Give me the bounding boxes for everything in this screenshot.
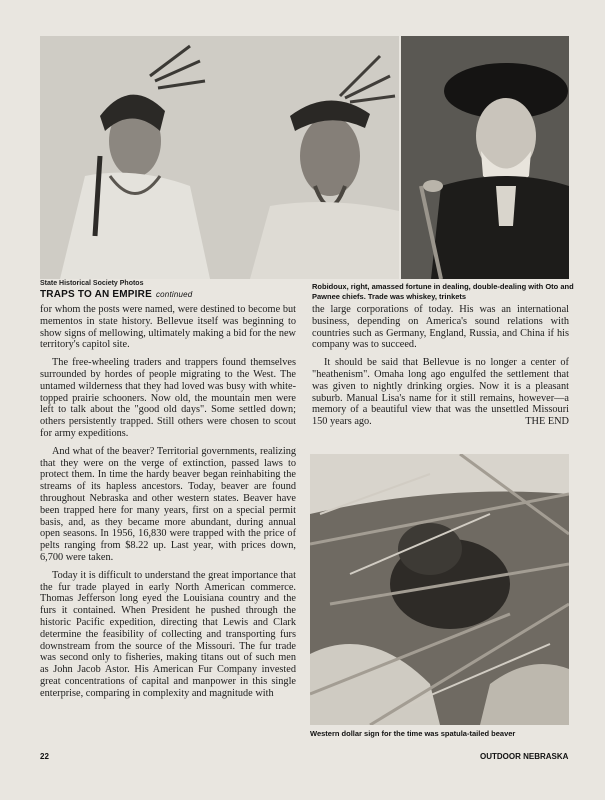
paragraph: for whom the posts were named, were destined to become but mementos in state history. Bellevue itself was beginning to show signs of mellowing, ultimately making a bid for the new territory's capitol site.	[40, 304, 296, 351]
robidoux-photo	[401, 36, 569, 279]
left-column	[40, 304, 296, 700]
right-column	[312, 304, 569, 428]
paragraph: the large corporations of today. His was an international business, depending on America's sound relations with countries such as Germany, England, Russia, and China if his company was to succeed.	[312, 304, 569, 351]
robidoux-portrait-illustration	[401, 36, 569, 279]
paragraph: Today it is difficult to understand the great importance that the fur trade played in early North American commerce. Thomas Jefferson long eyed the Louisiana country and the furs it contained. When President he pushed through the historic Pacific expedition, directing that Lewis and Clark determine the feasibility of collecting and transporting furs downstream from the source of the Missouri. The fur trade was second only to fisheries, making titans out of such men as John Jacob Astor. His American Fur Company invested great concentrations of capital and manpower in this single enterprise, comparing in complexity and magnitude with	[40, 569, 296, 699]
continued-label: continued	[155, 290, 193, 299]
article-title: TRAPS TO AN EMPIRE	[40, 289, 152, 300]
magazine-name: OUTDOOR NEBRASKA	[480, 752, 569, 761]
paragraph: It should be said that Bellevue is no longer a center of "heathenism". Omaha long ago engulfed the settlement that was given to nightly drinking orgies. Now it is a pleasant suburb. Manual Lisa's name for it still remains, however—a memory of a beautiful view that was the unsettled Missouri 150 years ago.	[312, 357, 569, 428]
paragraph: The free-wheeling traders and trappers found themselves surrounded by hordes of people migrating to the West. The untamed wilderness that they had loved was busy with white-topped prairie schooners. Now old, the mountain men were left to talk about the "good old days". Some settled down; others persistently trapped. Still others were chosen to scout for army expeditions.	[40, 357, 296, 439]
beaver-caption: Western dollar sign for the time was spatula-tailed beaver	[310, 729, 516, 738]
photo-credit: State Historical Society Photos	[40, 280, 144, 287]
beaver-lodge-illustration	[310, 454, 569, 725]
beaver-photo	[310, 454, 569, 725]
robidoux-caption: Robidoux, right, amassed fortune in dealing, double-dealing with Oto and Pawnee chiefs. Trade was whiskey, trinkets	[312, 282, 574, 301]
article-heading	[40, 289, 192, 300]
chiefs-painting-photo	[40, 36, 399, 279]
paragraph: And what of the beaver? Territorial governments, realizing that they were on the verge of extinction, passed laws to protect them. In time the hardy beaver began reinhabiting the streams of its hapless ancestors. Today, beaver are found throughout Nebraska and other western states. Beaver have been trapped here for many years, first on a special permit basis, and, as they became more abundant, during annual open seasons. In 1956, 16,830 were trapped with the price of pelts ranging from $8.22 up. Last year, with prices down, 6,700 were taken.	[40, 445, 296, 563]
page-number: 22	[40, 752, 49, 761]
the-end-label: THE END	[525, 416, 569, 428]
chiefs-painting-illustration	[40, 36, 399, 279]
